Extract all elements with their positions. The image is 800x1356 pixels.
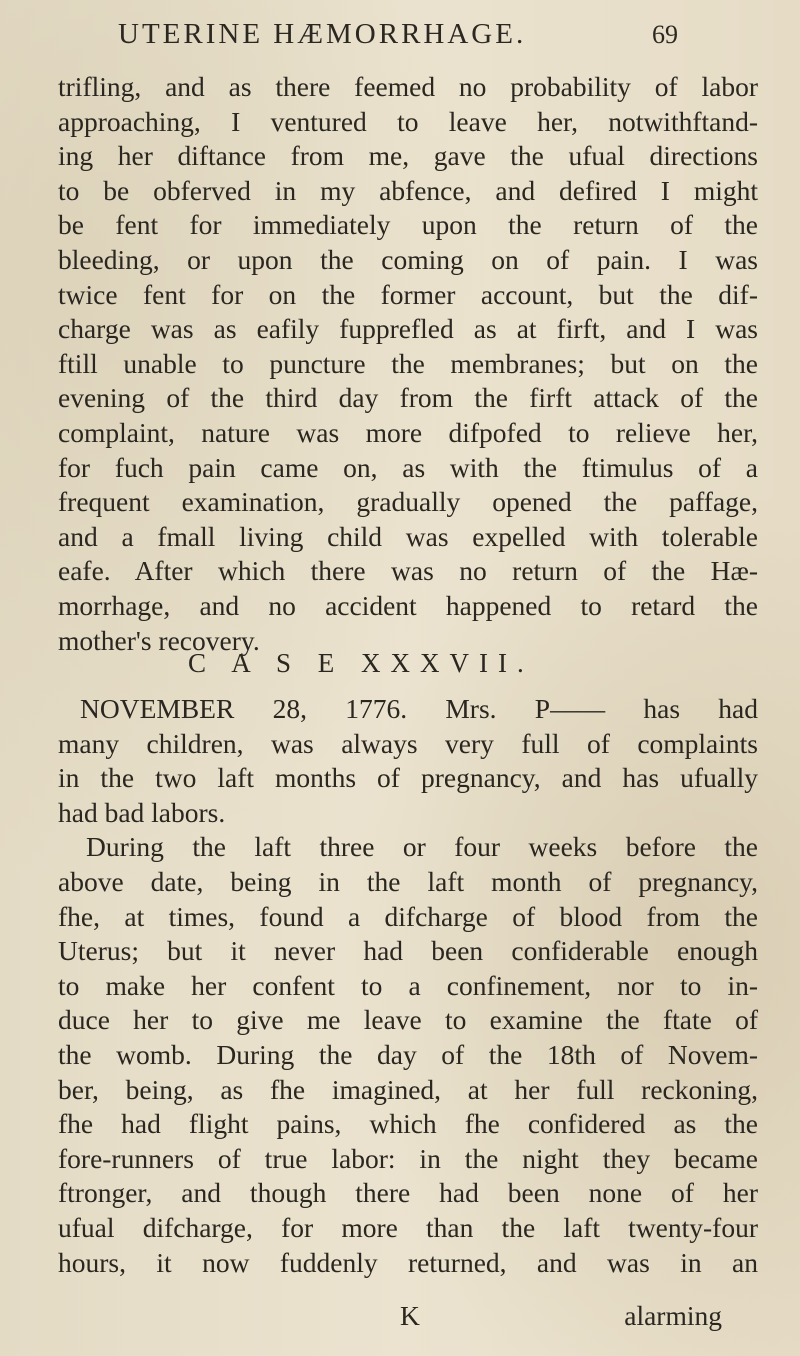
text-line: During the laft three or four weeks before the [86, 831, 758, 863]
text-line: above date, being in the laft month of pregnancy, [58, 865, 758, 897]
running-head [118, 18, 678, 51]
text-line: ber, being, as fhe imagined, at her full reckoning, [58, 1073, 758, 1105]
text-line: charge was as eafily fupprefled as at firft, and I was [58, 313, 758, 345]
case-text [58, 692, 758, 1280]
text-line: had bad labors. [58, 796, 226, 828]
text-line: ufual difcharge, for more than the laft twenty-four [58, 1211, 758, 1243]
text-line: fhe had flight pains, which fhe confidered as the [58, 1108, 758, 1140]
text-line: bleeding, or upon the coming on of pain. I was [58, 243, 758, 275]
text-line: be fent for immediately upon the return of the [58, 209, 758, 241]
running-title: UTERINE HÆMORRHAGE. [118, 18, 527, 50]
text-line: duce her to give me leave to examine the ftate of [58, 1004, 758, 1036]
text-line: morrhage, and no accident happened to retard the [58, 589, 758, 621]
text-line: in the two laft months of pregnancy, and has ufually [58, 762, 758, 794]
text-line: fore-runners of true labor: in the night they became [58, 1142, 758, 1174]
text-line: Uterus; but it never had been confiderable enough [58, 935, 758, 967]
text-line: for fuch pain came on, as with the ftimulus of a [58, 451, 758, 483]
text-line: frequent examination, gradually opened the paffage, [58, 486, 758, 518]
text-line: to be obferved in my abfence, and defired I might [58, 174, 758, 206]
text-line: eafe. After which there was no return of the Hæ- [58, 555, 758, 587]
text-line: fhe, at times, found a difcharge of blood from the [58, 900, 758, 932]
page-footer [58, 1300, 758, 1334]
text-line: ftill unable to puncture the membranes; but on the [58, 347, 758, 379]
page-number: 69 [652, 20, 678, 49]
text-line: many children, was always very full of complaints [58, 727, 758, 759]
case-heading: C A S E XXXVII. [188, 648, 534, 678]
catchword: alarming [624, 1300, 722, 1331]
text-line: NOVEMBER 28, 1776. Mrs. P—— has had [80, 693, 758, 724]
text-line: evening of the third day from the firft attack of the [58, 382, 758, 414]
text-line: complaint, nature was more difpofed to relieve her, [58, 416, 758, 448]
text-line: the womb. During the day of the 18th of Novem- [58, 1038, 758, 1070]
text-line: and a fmall living child was expelled with tolerable [58, 520, 758, 552]
signature-mark: K [400, 1300, 420, 1331]
continued-paragraph [58, 70, 758, 658]
text-line: ftronger, and though there had been none of her [58, 1177, 758, 1209]
text-line: to make her confent to a confinement, nor to in- [58, 969, 758, 1001]
text-line: twice fent for on the former account, but the dif- [58, 278, 758, 310]
text-line: ing her diftance from me, gave the ufual directions [58, 140, 758, 172]
text-line: trifling, and as there feemed no probability of labor [58, 71, 758, 102]
text-line: mother's recovery. [58, 624, 260, 656]
text-line: approaching, I ventured to leave her, notwithftand- [58, 105, 758, 137]
text-line: hours, it now fuddenly returned, and was in an [58, 1246, 758, 1278]
